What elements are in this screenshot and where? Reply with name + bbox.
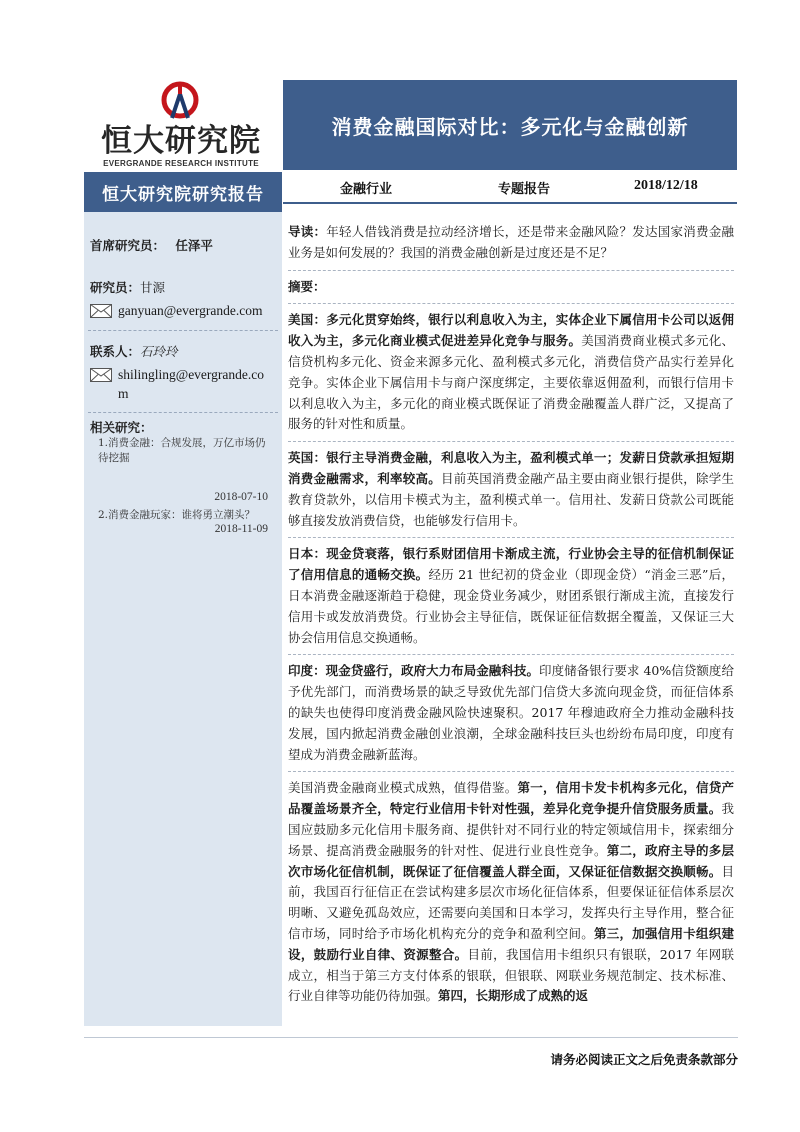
logo-name-cn: 恒大研究院 bbox=[101, 123, 261, 159]
related-item-1-date: 2018-07-10 bbox=[214, 491, 268, 503]
sidebar-divider bbox=[88, 330, 278, 331]
main-content bbox=[288, 222, 734, 1013]
paragraph-divider bbox=[288, 303, 734, 304]
report-date: 2018/12/18 bbox=[634, 178, 698, 193]
intro-paragraph bbox=[288, 222, 734, 264]
contact bbox=[90, 342, 178, 360]
india-text: 印度储备银行要求 40%信贷额度给予优先部门，而消费场景的缺乏导致优先部门信贷大多流向现金贷，而征信体系的缺失也使得印度消费金融风险快速聚积。2017 年穆迪政府全力推动金融科技发展，国内掀起消费金融创业浪潮，全球金融科技巨头也纷纷布局印度，印度有望成为消费金融新蓝海。 bbox=[288, 663, 734, 762]
china-text-2: 我国应鼓励多元化信用卡服务商、提供针对不同行业的特定领域信用卡，探索细分场景、提高消费金融服务的针对性、促进行业良性竞争。 bbox=[288, 801, 734, 858]
china-text-1: 美国消费金融商业模式成熟，值得借鉴。 bbox=[288, 780, 518, 796]
email-icon bbox=[90, 304, 112, 318]
logo bbox=[86, 80, 276, 172]
uk-bold: 英国：银行主导消费金融，利息收入为主，盈利模式单一；发薪日贷款承担短期消费金融需求，利率较高。 bbox=[288, 450, 734, 486]
report-title: 消费金融国际对比：多元化与金融创新 bbox=[331, 114, 689, 139]
intro-text: 年轻人借钱消费是拉动经济增长，还是带来金融风险？发达国家消费金融业务是如何发展的？我国的消费金融创新是过度还是不足？ bbox=[288, 224, 734, 260]
intro-label: 导读： bbox=[288, 224, 327, 239]
researcher-name: 甘源 bbox=[140, 280, 166, 295]
sidebar bbox=[84, 172, 282, 1026]
header-divider bbox=[283, 202, 737, 204]
us-bold: 美国：多元化贯穿始终，银行以利息收入为主，实体企业下属信用卡公司以返佣收入为主，多元化商业模式促进差异化竞争与服务。 bbox=[288, 312, 734, 349]
japan-bold: 日本：现金贷衰落，银行系财团信用卡渐成主流，行业协会主导的征信机制保证了信用信息的通畅交换。 bbox=[288, 546, 734, 583]
researcher-email[interactable]: ganyuan@evergrande.com bbox=[118, 303, 263, 318]
disclaimer-footer: 请务必阅读正文之后免责条款部分 bbox=[550, 1052, 738, 1067]
china-bold-2: 第二，政府主导的多层次市场化征信机制，既保证了征信覆盖人群全面，又保证征信数据交换顺畅。 bbox=[288, 842, 734, 879]
paragraph-divider bbox=[288, 537, 734, 538]
sidebar-divider bbox=[88, 412, 278, 413]
chief-name: 任泽平 bbox=[175, 238, 213, 253]
chief-researcher bbox=[90, 236, 213, 254]
sidebar-header: 恒大研究院研究报告 bbox=[84, 172, 282, 212]
abstract-label: 摘要： bbox=[288, 278, 326, 294]
logo-name-en: EVERGRANDE RESEARCH INSTITUTE bbox=[103, 159, 259, 168]
india-paragraph bbox=[288, 661, 734, 765]
china-bold-3: 第三，加强信用卡组织建设，鼓励行业自律、资源整合。 bbox=[288, 925, 734, 962]
paragraph-divider bbox=[288, 441, 734, 442]
japan-paragraph bbox=[288, 544, 734, 648]
email-icon bbox=[90, 368, 112, 382]
title-banner bbox=[283, 80, 737, 170]
india-bold: 印度：现金贷盛行，政府大力布局金融科技。 bbox=[288, 663, 540, 679]
us-paragraph bbox=[288, 310, 734, 435]
related-item-1[interactable]: 1.消费金融：合规发展，万亿市场仍待挖掘 bbox=[98, 437, 266, 464]
abstract-heading bbox=[288, 277, 734, 298]
footer-divider bbox=[84, 1037, 738, 1038]
contact-email[interactable] bbox=[118, 365, 264, 403]
report-type-label: 专题报告 bbox=[498, 182, 551, 197]
contact-label: 联系人： bbox=[90, 344, 141, 359]
uk-paragraph bbox=[288, 448, 734, 531]
us-text: 美国消费商业模式多元化、信贷机构多元化、资金来源多元化、盈利模式多元化，消费信贷产品实行差异化竞争。实体企业下属信用卡与商户深度绑定，主要依靠返佣盈利，而银行信用卡以利息收入为主，多元化的商业模式既保证了消费金融覆盖人群广泛，又提高了服务的针对性和质量。 bbox=[288, 333, 734, 432]
related-research-label: 相关研究： bbox=[90, 420, 153, 435]
researcher bbox=[90, 278, 165, 296]
paragraph-divider bbox=[288, 771, 734, 772]
related-item-2-date: 2018-11-09 bbox=[214, 523, 268, 535]
japan-text: 经历 21 世纪初的贷金业（即现金贷）“消金三恶”后，日本消费金融逐渐趋于稳健，现金贷业务减少，财团系银行渐成主流，直接发行信用卡或发放消费贷。行业协会主导征信，既保证征信数据全覆盖，又保证三大协会信用信息交换通畅。 bbox=[288, 567, 734, 645]
contact-name: 石玲玲 bbox=[140, 344, 178, 359]
china-text-3: 目前，我国百行征信正在尝试构建多层次市场化征信体系，但要保证征信体系层次明晰、又避免孤岛效应，还需要向美国和日本学习，发挥央行主导作用，整合征信市场，同时给予市场化机构充分的竞争和盈利空间。 bbox=[288, 863, 734, 941]
paragraph-divider bbox=[288, 654, 734, 655]
china-text-4: 目前，我国信用卡组织只有银联，2017 年网联成立，相当于第三方支付体系的银联，但银联、网联业务规范制定、技术标准、行业自律等功能仍待加强。 bbox=[288, 946, 734, 1004]
china-paragraph bbox=[288, 778, 734, 1007]
chief-label: 首席研究员： bbox=[90, 238, 166, 253]
industry-label: 金融行业 bbox=[340, 182, 393, 197]
china-bold-4: 第四，长期形成了成熟的返 bbox=[438, 988, 589, 1004]
evergrande-logo-icon bbox=[158, 80, 202, 124]
contact-email-line1: shilingling@evergrande.co bbox=[118, 367, 265, 382]
related-item-2[interactable]: 2.消费金融玩家：谁将勇立潮头？ bbox=[98, 509, 256, 521]
china-bold-1: 第一，信用卡发卡机构多元化，信贷产品覆盖场景齐全，特定行业信用卡针对性强，差异化竞争提升信贷服务质量。 bbox=[288, 780, 734, 817]
uk-text: 目前英国消费金融产品主要由商业银行提供，除学生教育贷款外，以信用卡模式为主，盈利模式单一。信用社、发薪日贷款公司既能够直接发放消费信贷，也能够发行信用卡。 bbox=[288, 470, 734, 528]
researcher-label: 研究员： bbox=[90, 280, 141, 295]
contact-email-line2: m bbox=[118, 386, 129, 401]
paragraph-divider bbox=[288, 270, 734, 271]
